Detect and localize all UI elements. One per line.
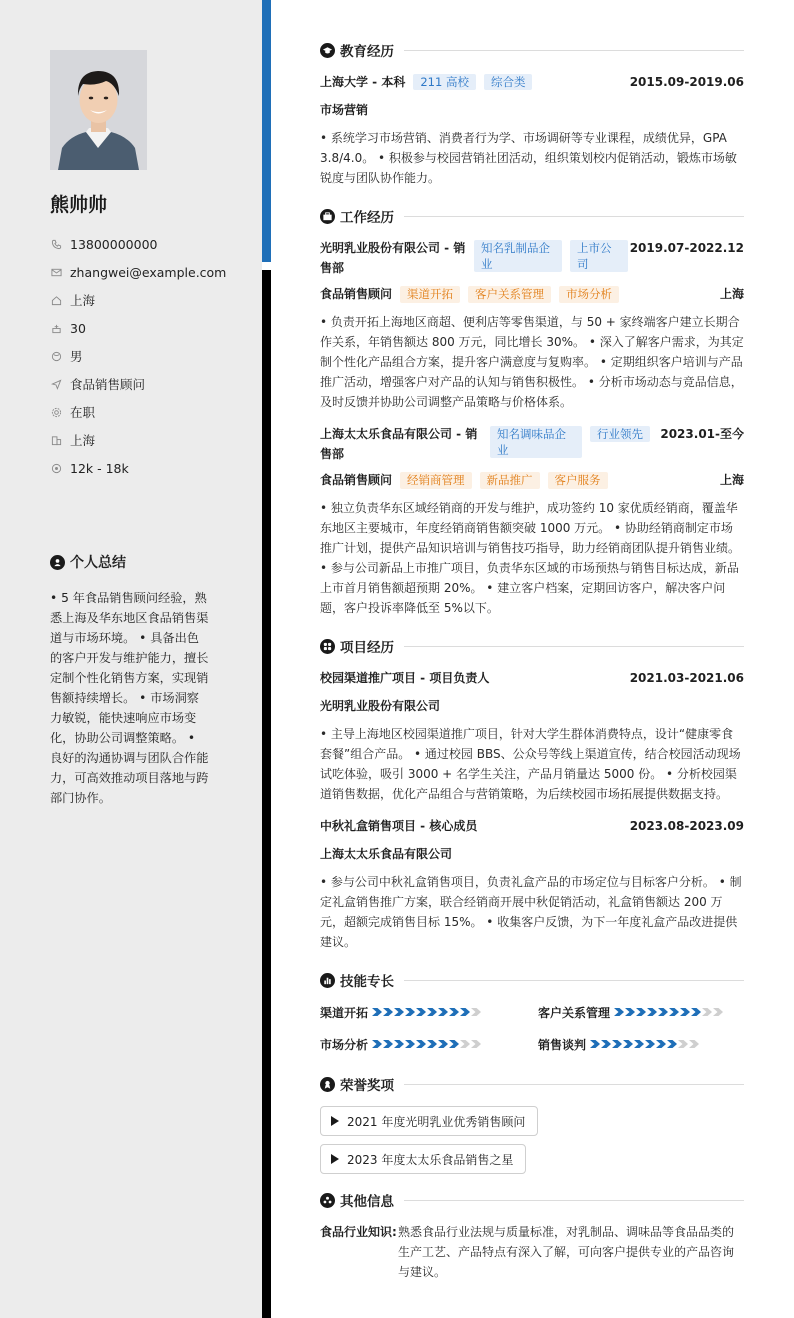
skill-tag: 新品推广 [480,472,540,489]
expand-triangle-icon [331,1154,339,1164]
skill-tag: 经销商管理 [400,472,472,489]
city-icon [50,434,62,446]
heading-rule [404,216,744,217]
other-title: 其他信息 [340,1194,394,1210]
skill-level-bar [372,1040,482,1048]
skill-level-bar [372,1008,482,1016]
education-title: 教育经历 [340,44,394,60]
skill-level-arrow [438,1008,448,1016]
skill-level-arrow [658,1008,668,1016]
skill-level-bar [614,1008,724,1016]
accent-bar-blue [262,0,271,262]
skill-level-arrow [471,1008,481,1016]
project-grid-icon [320,639,335,654]
project-desc: • 参与公司中秋礼盒销售项目，负责礼盒产品的市场定位与目标客户分析。 • 制定礼盒销售推广方案，联合经销商开展中秋促销活动，礼盒销售额达 200 万元，超额完成销售目标 15%。 • 收集客户反馈，为下一年度礼盒产品改进提供建议。 [320,875,742,949]
city-value: 上海 [70,433,96,448]
skill-level-arrow [634,1040,644,1048]
job-date: 2019.07-2022.12 [629,241,744,255]
status-icon [50,406,62,418]
bar-chart-icon [320,973,335,988]
skill-level-arrow [471,1040,481,1048]
skill-level-arrow [460,1040,470,1048]
skill-level-arrow [383,1040,393,1048]
age-icon [50,322,62,334]
job-entry [320,238,744,412]
skill-level-arrow [590,1040,600,1048]
email-value: zhangwei@example.com [70,264,227,280]
phone-value: 13800000000 [70,236,158,252]
skill-tag: 渠道开拓 [400,286,460,303]
project-name: 中秋礼盒销售项目 - 核心成员 [320,819,478,833]
skill-level-arrow [667,1040,677,1048]
home-icon [50,294,62,306]
avatar [50,50,147,170]
skill-level-arrow [438,1040,448,1048]
skill-level-arrow [645,1040,655,1048]
job-desc: • 独立负责华东区域经销商的开发与维护，成功签约 10 家优质经销商，覆盖华东地区主要城市，年度经销商销售额突破 1000 万元。 • 协助经销商制定市场推广计划，提供产品知识培训与销售技巧指导，助力经销商团队提升销售业绩。 • 参与公司新品上市推广项目，负责华东区域的市场预热与销售目标达成，新品上市首月销售额超预期 20%。 • 建立客户档案，定期回访客户，解决客户问题，客户投诉率降低至 5%以下。 [320,501,741,615]
other-info-row [320,1222,744,1282]
other-heading [320,1188,744,1212]
info-users-icon [320,1193,335,1208]
skill-level-arrow [713,1008,723,1016]
skill-item [538,1034,744,1054]
sidebar [0,0,262,1318]
skill-name: 销售谈判 [538,1037,587,1052]
gender-icon [50,350,62,362]
skill-name: 市场分析 [320,1037,369,1052]
skill-level-arrow [647,1008,657,1016]
skill-level-arrow [691,1008,701,1016]
education-desc: • 系统学习市场营销、消费者行为学、市场调研等专业课程，成绩优异，GPA 3.8/4.0。 • 积极参与校园营销社团活动，组织策划校内促销活动，锻炼市场敏锐度与团队协作能力。 [320,131,737,185]
info-row-status [50,398,226,426]
summary-title: 个人总结 [70,555,126,571]
education-entry [320,72,744,92]
project-desc: • 主导上海地区校园渠道推广项目，针对大学生群体消费特点，设计“健康零食套餐”组合产品。 • 通过校园 BBS、公众号等线上渠道宣传，结合校园活动现场试吃体验，吸引 3000 + 名学生关注，产品月销量达 5000 份。 • 分析校园渠道销售数据，优化产品组合与营销策略，为后续校园市场拓展提供数据支持。 [320,727,741,801]
project-entry [320,816,744,952]
skill-level-arrow [405,1040,415,1048]
company-tag: 上市公司 [570,240,628,272]
job-location: 上海 [719,473,744,487]
skill-level-arrow [460,1008,470,1016]
project-date: 2021.03-2021.06 [629,671,744,685]
briefcase-icon [320,209,335,224]
honor-text: 2021 年度光明乳业优秀销售顾问 [347,1114,526,1129]
job-value: 食品销售顾问 [70,377,146,392]
award-icon [320,1077,335,1092]
expand-triangle-icon [331,1116,339,1126]
school-name: 上海大学 - 本科 [320,75,406,89]
project-date: 2023.08-2023.09 [629,819,744,833]
info-row-city [50,426,226,454]
skill-level-arrow [614,1008,624,1016]
skill-name: 渠道开拓 [320,1005,369,1020]
heading-rule [404,1200,744,1201]
accent-bar-black [262,270,271,1318]
skill-level-arrow [449,1008,459,1016]
skill-level-arrow [372,1040,382,1048]
job-entry [320,424,744,618]
education-date: 2015.09-2019.06 [629,75,744,89]
company-name: 上海太太乐食品有限公司 - 销售部 [320,427,478,461]
skill-level-arrow [623,1040,633,1048]
salary-value: 12k - 18k [70,460,129,476]
skill-level-arrow [449,1040,459,1048]
main-content [320,38,744,1282]
age-value: 30 [70,320,86,336]
other-key: 食品行业知识: [320,1225,397,1239]
info-row-job [50,370,226,398]
skill-level-arrow [427,1008,437,1016]
skill-level-bar [590,1040,700,1048]
job-desc: • 负责开拓上海地区商超、便利店等零售渠道，与 50 + 家终端客户建立长期合作关系，年销售额达 800 万元，同比增长 30%。 • 深入了解客户需求，为其定制个性化产品组合方案，提升客户满意度与复购率。 • 定期组织客户培训与产品推广活动，增强客户对产品的认知与销售积极性。 • 分析市场动态与竞品信息，及时反馈并协助公司调整产品策略与价格体系。 [320,315,744,409]
graduation-cap-icon [320,43,335,58]
portrait-image [50,50,147,170]
work-heading [320,204,744,228]
summary-text: • 5 年食品销售顾问经验，熟悉上海及华东地区食品销售渠道与市场环境。 • 具备出色的客户开发与维护能力，擅长定制个性化销售方案，实现销售额持续增长。 • 市场洞察力敏锐，能快速响应市场变化，协助公司调整策略。 • 良好的沟通协调与团队合作能力，可高效推动项目落地与跨部门协作。 [50,591,209,805]
skill-level-arrow [680,1008,690,1016]
other-value: 熟悉食品行业法规与质量标准，对乳制品、调味品等食品品类的生产工艺、产品特点有深入了解，可向客户提供专业的产品咨询与建议。 [398,1225,735,1279]
home-value: 上海 [70,293,96,308]
project-entry [320,668,744,804]
job-role: 食品销售顾问 [320,287,393,301]
info-row-gender [50,342,226,370]
skill-level-arrow [394,1008,404,1016]
job-location: 上海 [719,287,744,301]
skill-level-arrow [625,1008,635,1016]
info-row-email [50,258,226,286]
skill-level-arrow [636,1008,646,1016]
phone-icon [50,238,62,250]
project-org: 光明乳业股份有限公司 [320,699,441,713]
summary-heading [50,552,126,572]
skill-level-arrow [702,1008,712,1016]
gender-value: 男 [70,349,83,364]
heading-rule [404,646,744,647]
honors-list [320,1106,744,1182]
skill-tag: 客户关系管理 [468,286,551,303]
skill-item [320,1002,538,1022]
skill-level-arrow [678,1040,688,1048]
skill-tag: 客户服务 [548,472,608,489]
skill-name: 客户关系管理 [538,1005,611,1020]
skills-grid [320,1002,744,1054]
project-name: 校园渠道推广项目 - 项目负责人 [320,671,490,685]
skill-level-arrow [689,1040,699,1048]
salary-icon [50,462,62,474]
info-row-home [50,286,226,314]
user-icon [50,555,65,570]
honor-text: 2023 年度太太乐食品销售之星 [347,1152,514,1167]
skill-level-arrow [383,1008,393,1016]
info-row-age [50,314,226,342]
work-title: 工作经历 [340,210,394,226]
heading-rule [404,50,744,51]
company-tag: 知名乳制品企业 [474,240,562,272]
education-heading [320,38,744,62]
skill-level-arrow [372,1008,382,1016]
company-tag: 行业领先 [590,426,650,442]
job-role: 食品销售顾问 [320,473,393,487]
projects-heading [320,634,744,658]
education-tag: 211 高校 [413,74,476,90]
company-name: 光明乳业股份有限公司 - 销售部 [320,241,466,275]
honor-item[interactable] [320,1144,526,1174]
mail-icon [50,266,62,278]
skills-title: 技能专长 [340,974,394,990]
skill-level-arrow [612,1040,622,1048]
honors-title: 荣誉奖项 [340,1078,394,1094]
skill-level-arrow [416,1040,426,1048]
job-date: 2023.01-至今 [660,427,744,441]
info-row-phone [50,230,226,258]
skill-tag: 市场分析 [559,286,619,303]
skill-item [538,1002,744,1022]
skill-level-arrow [656,1040,666,1048]
company-tag: 知名调味品企业 [490,426,582,458]
candidate-name: 熊帅帅 [50,194,108,216]
education-tag: 综合类 [484,74,533,90]
info-row-salary [50,454,226,482]
project-org: 上海太太乐食品有限公司 [320,847,453,861]
skill-level-arrow [394,1040,404,1048]
skill-level-arrow [416,1008,426,1016]
honor-item[interactable] [320,1106,538,1136]
skills-heading [320,968,744,992]
education-major: 市场营销 [320,103,369,117]
job-icon [50,378,62,390]
heading-rule [404,980,744,981]
skill-level-arrow [601,1040,611,1048]
skill-item [320,1034,538,1054]
honors-heading [320,1072,744,1096]
skill-level-arrow [405,1008,415,1016]
projects-title: 项目经历 [340,640,394,656]
contact-info-list [50,230,226,482]
skill-level-arrow [427,1040,437,1048]
skill-level-arrow [669,1008,679,1016]
heading-rule [404,1084,744,1085]
status-value: 在职 [70,405,96,420]
